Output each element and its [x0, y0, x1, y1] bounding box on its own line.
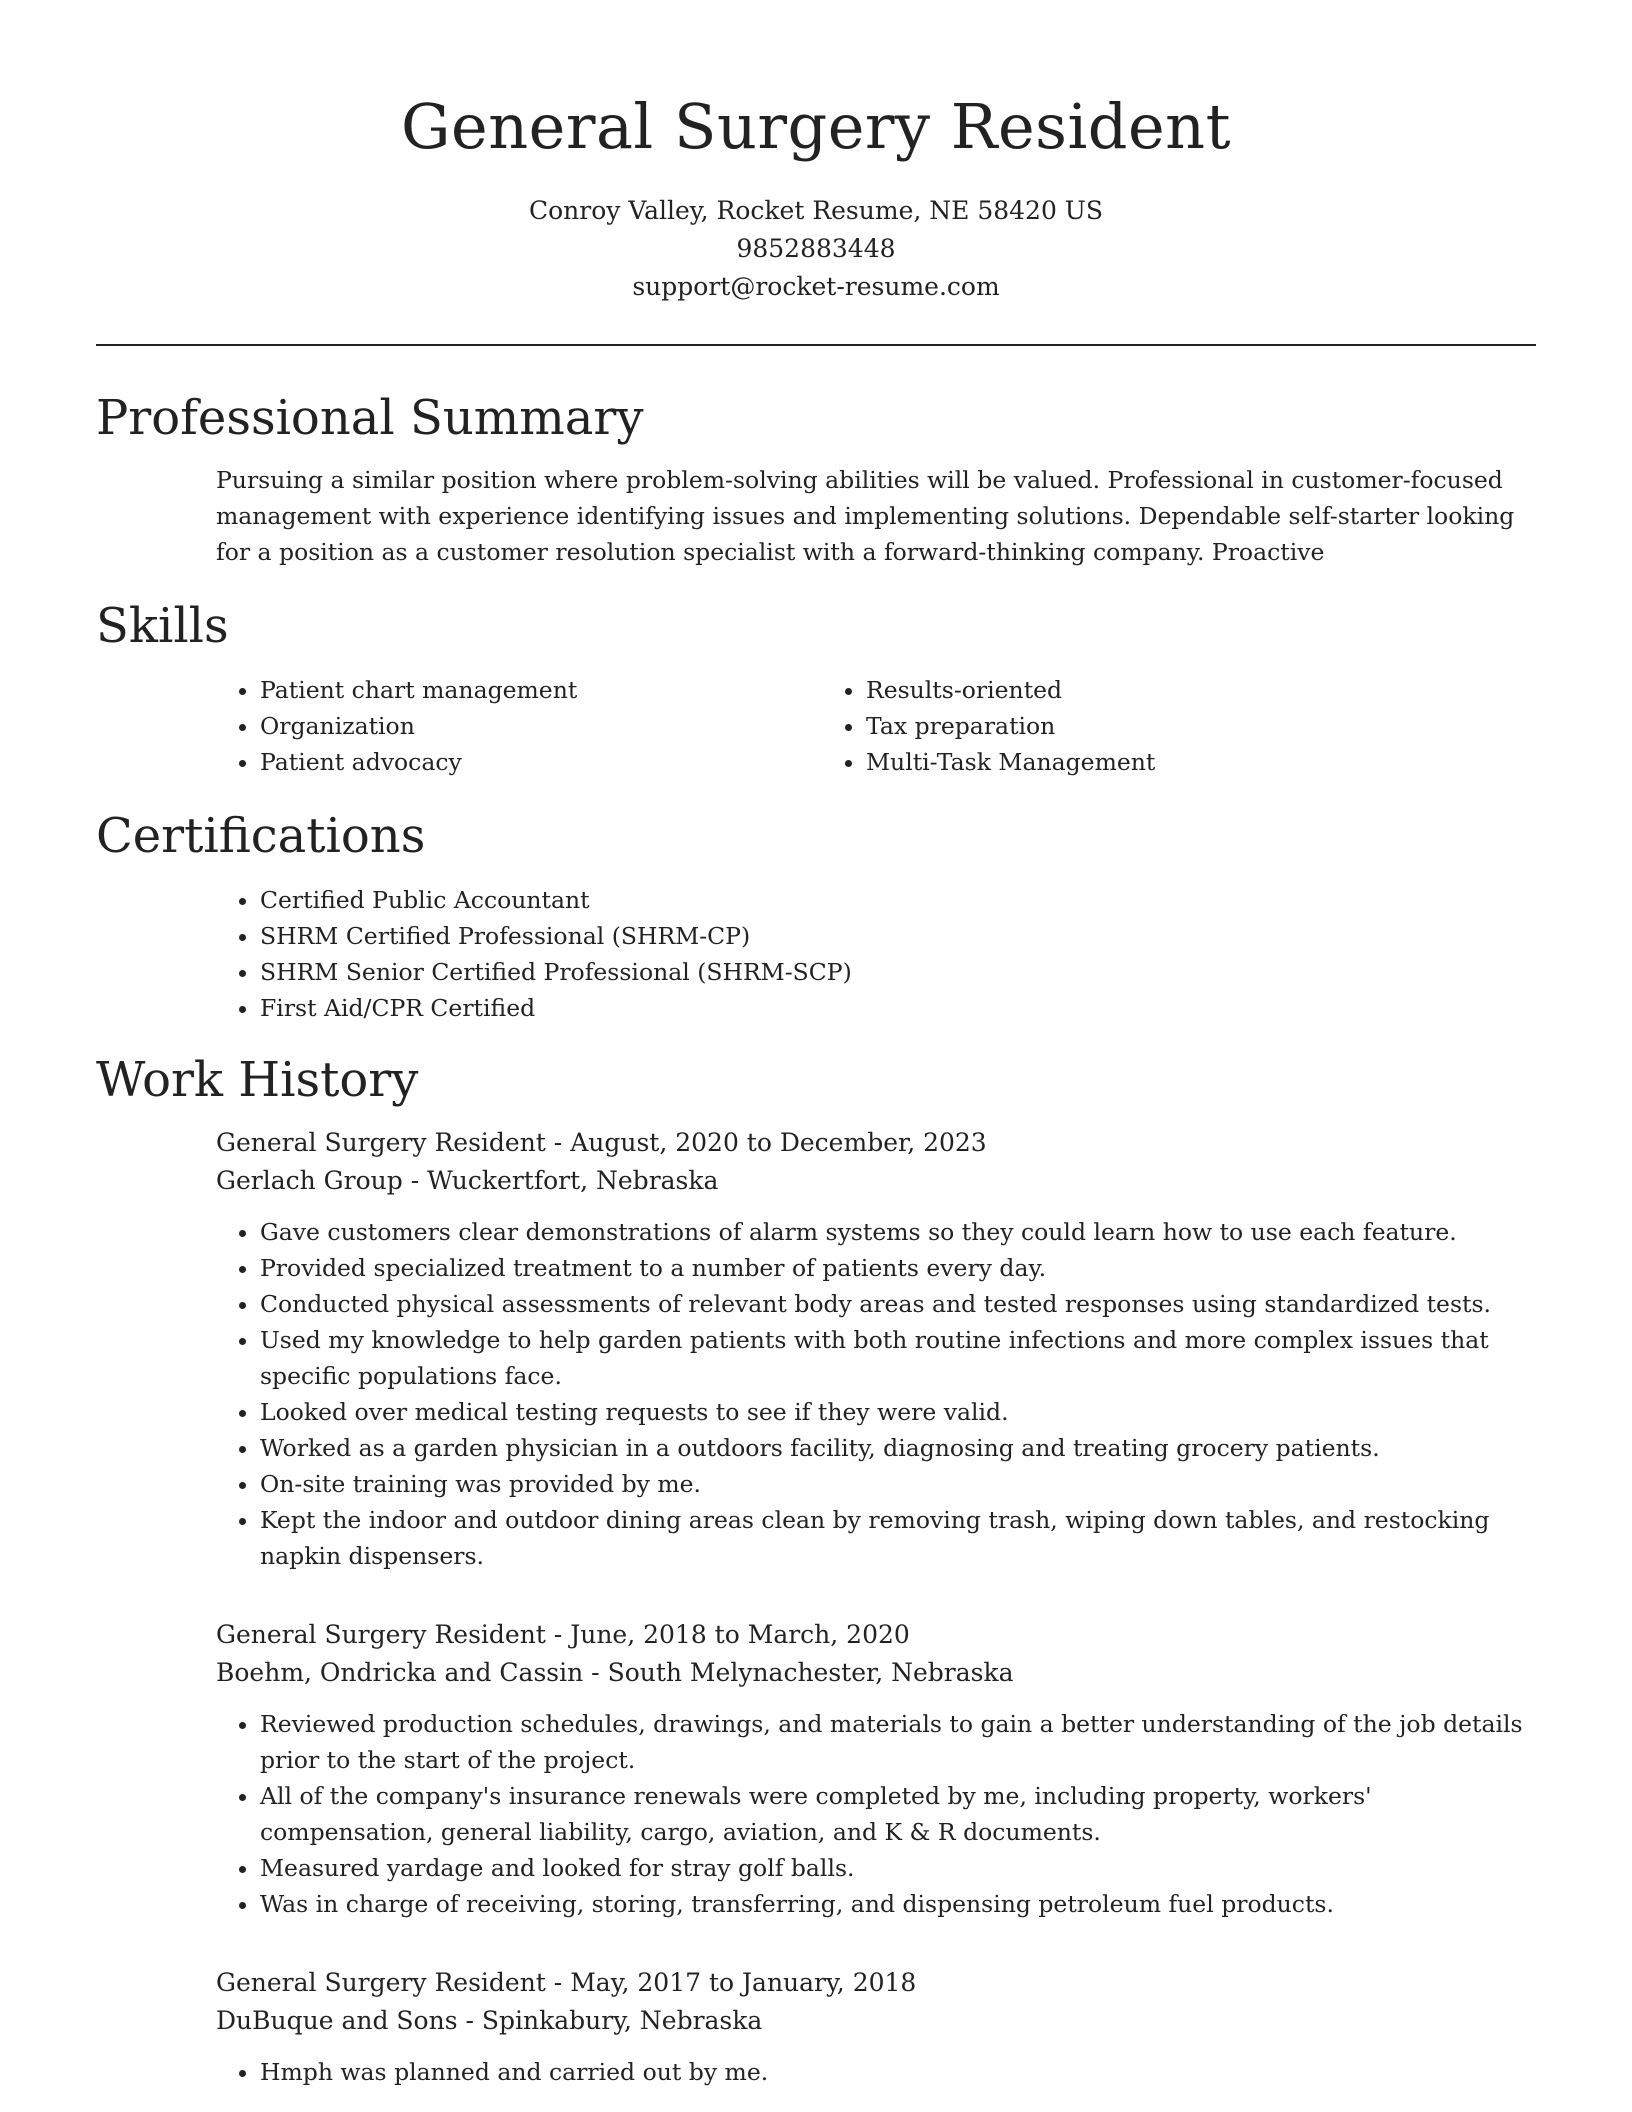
job-duties-list: [216, 2054, 1536, 2090]
job-duty: • Provided specialized treatment to a number of patients every day.: [260, 1250, 1536, 1286]
job-duty: • Used my knowledge to help garden patients with both routine infections and more complex issues that specific populations face.: [260, 1322, 1536, 1394]
job-duty: • Hmph was planned and carried out by me.: [260, 2054, 1536, 2090]
certification-item: • First Aid/CPR Certified: [260, 990, 1536, 1026]
certification-item: • SHRM Senior Certified Professional (SHRM-SCP): [260, 954, 1536, 990]
job-title-line: General Surgery Resident - May, 2017 to January, 2018: [216, 1968, 917, 1997]
job-dates: May, 2017 to January, 2018: [570, 1968, 917, 1997]
job-duty: • Conducted physical assessments of relevant body areas and tested responses using standardized tests.: [260, 1286, 1536, 1322]
job-location: Spinkabury, Nebraska: [481, 2006, 763, 2035]
job-duty: • Looked over medical testing requests to see if they were valid.: [260, 1394, 1536, 1430]
resume-header: [96, 0, 1536, 306]
job-company: Gerlach Group: [216, 1166, 403, 1195]
job-duty: • Measured yardage and looked for stray golf balls.: [260, 1850, 1536, 1886]
job-duty: • All of the company's insurance renewals were completed by me, including property, workers' compensation, general liability, cargo, aviation, and K & R documents.: [260, 1778, 1536, 1850]
summary-section: [96, 386, 1536, 570]
job-dates: June, 2018 to March, 2020: [570, 1620, 910, 1649]
work-history-heading: Work History: [96, 1052, 419, 1108]
job-company-line: Boehm, Ondricka and Cassin - South Melynachester, Nebraska: [216, 1658, 1014, 1687]
work-history-section: [96, 1048, 1536, 2090]
job-entry: [216, 1616, 1536, 1922]
job-title-line: General Surgery Resident - June, 2018 to March, 2020: [216, 1620, 910, 1649]
contact-phone: 9852883448: [736, 234, 896, 263]
job-location: South Melynachester, Nebraska: [607, 1658, 1014, 1687]
contact-address: Conroy Valley, Rocket Resume, NE 58420 US: [529, 196, 1103, 225]
candidate-name: General Surgery Resident: [400, 90, 1232, 163]
certifications-list: [216, 882, 1536, 1026]
job-duty: • Reviewed production schedules, drawings, and materials to gain a better understanding of the job details prior to the start of the project.: [260, 1706, 1536, 1778]
skill-item: • Results-oriented: [866, 672, 1428, 708]
contact-info: [96, 192, 1536, 306]
summary-text: Pursuing a similar position where problem-solving abilities will be valued. Professional in customer-focused management with experience identifying issues and implementing solutions. Dependable self-starter looking for a position as a customer resolution specialist with a forward-thinking company. Proactive: [216, 466, 1515, 566]
job-company: DuBuque and Sons: [216, 2006, 458, 2035]
job-duty: • Worked as a garden physician in a outdoors facility, diagnosing and treating grocery patients.: [260, 1430, 1536, 1466]
skill-item: • Multi-Task Management: [866, 744, 1428, 780]
job-duty: • Gave customers clear demonstrations of alarm systems so they could learn how to use each feature.: [260, 1214, 1536, 1250]
skill-item: • Organization: [260, 708, 822, 744]
skill-item: • Patient chart management: [260, 672, 822, 708]
skill-item: • Tax preparation: [866, 708, 1428, 744]
job-location: Wuckertfort, Nebraska: [427, 1166, 719, 1195]
job-title: General Surgery Resident: [216, 1128, 546, 1157]
job-duty: • On-site training was provided by me.: [260, 1466, 1536, 1502]
skills-heading: Skills: [96, 598, 229, 654]
contact-email: support@rocket-resume.com: [632, 272, 1000, 301]
job-duties-list: [216, 1214, 1536, 1574]
job-dates: August, 2020 to December, 2023: [570, 1128, 987, 1157]
certifications-section: [96, 804, 1536, 1026]
resume-page: [96, 0, 1536, 2090]
job-company-line: DuBuque and Sons - Spinkabury, Nebraska: [216, 2006, 763, 2035]
skills-columns: [216, 672, 1536, 780]
job-entry: [216, 1964, 1536, 2090]
certifications-heading: Certifications: [96, 808, 426, 864]
job-entry: [216, 1124, 1536, 1574]
job-title: General Surgery Resident: [216, 1968, 546, 1997]
certification-item: • SHRM Certified Professional (SHRM-CP): [260, 918, 1536, 954]
skills-list-right: [822, 672, 1428, 780]
job-title-line: General Surgery Resident - August, 2020 to December, 2023: [216, 1128, 987, 1157]
skill-item: • Patient advocacy: [260, 744, 822, 780]
job-duty: • Kept the indoor and outdoor dining areas clean by removing trash, wiping down tables, and restocking napkin dispensers.: [260, 1502, 1536, 1574]
job-title: General Surgery Resident: [216, 1620, 546, 1649]
summary-heading: Professional Summary: [96, 390, 644, 446]
job-duty: • Was in charge of receiving, storing, transferring, and dispensing petroleum fuel products.: [260, 1886, 1536, 1922]
skills-section: [96, 594, 1536, 780]
job-duties-list: [216, 1706, 1536, 1922]
job-company-line: Gerlach Group - Wuckertfort, Nebraska: [216, 1166, 719, 1195]
job-company: Boehm, Ondricka and Cassin: [216, 1658, 584, 1687]
certification-item: • Certified Public Accountant: [260, 882, 1536, 918]
header-divider: [96, 344, 1536, 346]
skills-list-left: [216, 672, 822, 780]
